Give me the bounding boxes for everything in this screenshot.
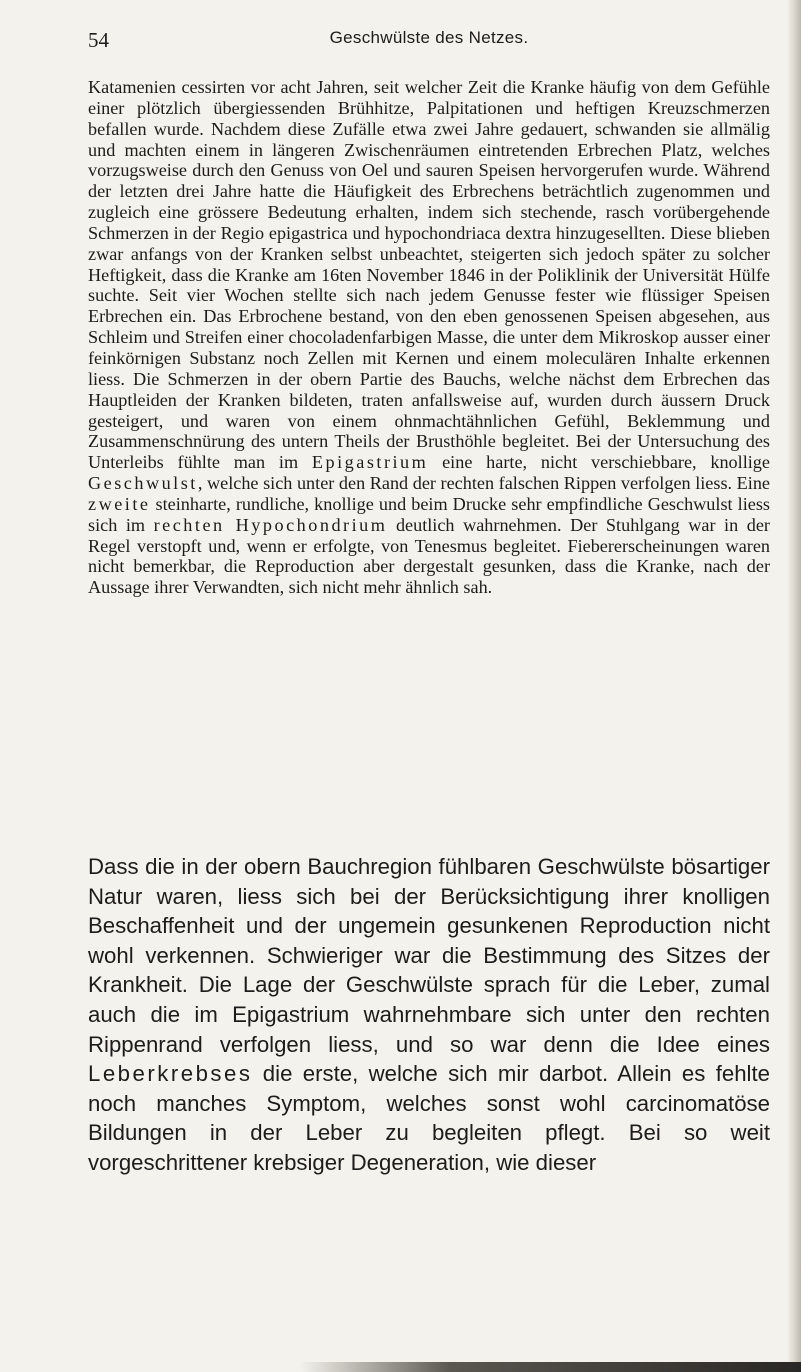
- text-run: Katamenien cessirten vor acht Jahren, seit welcher Zeit die Kranke häufig von dem Gefühle einer plötzlich übergiessenden Brühhitze, Palpitationen und heftigen Kreuzschmerzen befallen wurde. Nachdem diese Zufälle etwa zwei Jahre gedauert, schwanden sie allmälig und machten einem in längeren Zwischenräumen eintretenden Erbrechen Platz, welches vorzugsweise durch den Genuss von Oel und sauren Speisen hervorgerufen wurde. Während der letzten drei Jahre hatte die Häufigkeit des Erbrechens beträchtlich zugenommen und zugleich eine grössere Bedeutung erhalten, indem sich stechende, rasch vorübergehende Schmerzen in der Regio epigastrica und hypochondriaca dextra hinzugesellten. Diese blieben zwar anfangs von der Kranken selbst unbeachtet, steigerten sich jedoch später zu solcher Heftigkeit, dass die Kranke am 16ten November 1846 in der Poliklinik der Universität Hülfe suchte. Seit vier Wochen stellte sich nach jedem Genusse fester wie flüssiger Speisen Erbrechen ein. Das Erbrochene bestand, von den eben genossenen Speisen abgesehen, aus Schleim und Streifen einer chocoladenfarbigen Masse, die unter dem Mikroskop ausser einer feinkörnigen Substanz noch Zellen mit Kernen und einem moleculären Inhalte erkennen liess. Die Schmerzen in der obern Partie des Bauchs, welche nächst dem Erbrechen das Hauptleiden der Kranken bildeten, traten anfallsweise auf, wurden durch äussern Druck gesteigert, und waren von einem ohnmachtähnlichen Gefühl, Beklemmung und Zusammenschnürung des untern Theils der Brusthöhle begleitet. Bei der Untersuchung des Unterleibs fühlte man im: [88, 77, 770, 473]
- emphasis-epigastrium: Epigastrium: [311, 452, 429, 473]
- emphasis-zweite: zweite: [88, 493, 151, 514]
- diagnosis-text: [88, 852, 770, 1178]
- text-run: die erste, welche sich mir darbot. Allein es fehlte noch manches Symptom, welches sonst wohl carcinomatöse Bildungen in der Leber zu begleiten pflegt. Bei so weit vorgeschrittener krebsiger Degeneration, wie dieser: [88, 1061, 770, 1175]
- case-description-text: [88, 77, 770, 598]
- running-title: Geschwülste des Netzes.: [329, 28, 529, 47]
- page-edge-shadow: [787, 0, 801, 1372]
- page-number: 54: [88, 28, 109, 52]
- text-run: eine harte, nicht verschiebbare, knollige: [428, 452, 770, 473]
- text-run: steinharte, rundliche, knollige und beim Drucke sehr empfindliche Geschwulst liess sich im: [88, 493, 770, 535]
- page-bottom-edge: [300, 1362, 801, 1372]
- page-header: [88, 28, 770, 60]
- diagnosis-paragraph: [88, 852, 770, 1178]
- case-description-paragraph: [88, 77, 770, 598]
- text-run: , welche sich unter den Rand der rechten falschen Rippen verfolgen liess. Eine: [197, 473, 770, 494]
- emphasis-leberkrebses: Leberkrebses: [88, 1061, 253, 1087]
- emphasis-geschwulst: Geschwulst: [88, 473, 198, 494]
- text-run: deutlich wahrnehmen. Der Stuhlgang war in der Regel verstopft und, wenn er erfolgte, von Tenesmus begleitet. Fiebererscheinungen waren nicht bemerkbar, die Reproduction aber dergestalt gesunken, dass die Kranke, nach der Aussage ihrer Verwandten, sich nicht mehr ähnlich sah.: [88, 514, 770, 598]
- emphasis-rechten-hypochondrium: rechten Hypochondrium: [153, 514, 388, 535]
- text-run: Dass die in der obern Bauchregion fühlbaren Geschwülste bösartiger Natur waren, liess sich bei der Berücksichtigung ihrer knolligen Beschaffenheit und der ungemein gesunkenen Reproduction nicht wohl verkennen. Schwieriger war die Bestimmung des Sitzes der Krankheit. Die Lage der Geschwülste sprach für die Leber, zumal auch die im Epigastrium wahrnehmbare sich unter den rechten Rippenrand verfolgen liess, und so war denn die Idee eines: [88, 854, 770, 1057]
